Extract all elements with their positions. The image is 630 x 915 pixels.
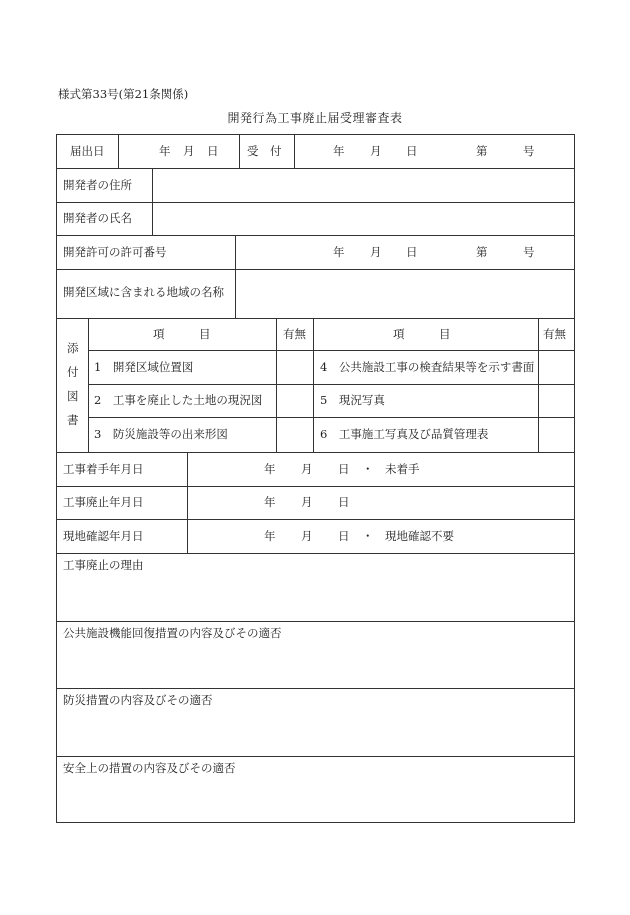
- col-divider: [538, 318, 539, 452]
- construction-start-label: 工事着手年月日: [63, 462, 144, 476]
- row-divider: [57, 318, 574, 319]
- attachments-check-header: 有無: [543, 327, 566, 341]
- row-divider: [57, 688, 574, 689]
- attachments-item-header: 項 目: [153, 327, 211, 341]
- public-facility-restore-label: 公共施設機能回復措置の内容及びその適否: [63, 626, 282, 640]
- construction-abolish-label: 工事廃止年月日: [63, 495, 144, 509]
- attachment-item: 1 開発区域位置図: [94, 360, 194, 374]
- row-divider: [57, 486, 574, 487]
- area-name-label: 開発区域に含まれる地域の名称: [63, 285, 224, 299]
- permit-number-label: 開発許可の許可番号: [63, 245, 167, 259]
- col-divider: [152, 168, 153, 235]
- col-divider: [118, 135, 119, 168]
- row-divider: [57, 621, 574, 622]
- disaster-prevention-label: 防災措置の内容及びその適否: [63, 693, 213, 707]
- abolish-reason-label: 工事廃止の理由: [63, 558, 144, 572]
- attachments-side-label: 添: [67, 341, 79, 355]
- row-divider: [88, 417, 574, 418]
- attachment-item: 4 公共施設工事の検査結果等を示す書面: [320, 360, 535, 374]
- row-divider: [88, 384, 574, 385]
- review-form-table: 届出日 年 月 日 受 付 年 月 日 第 号 開発者の住所 開発者の氏名 開発許可の許可番号 年 月 日 第 号 開発区域に含まれる地域の名称 添 付 図 書 項 目 有無 項 目 有無 1 開発区域位置図 2 工事を廃止した土地の現況図 3 防災施設等の出来形図 4 公共施設工事の検査結果等を示す書面 5 現況写真 6 工事施工写真及び品質管理表 工事着手年月日 年 月 日 ・ 未着手 工事廃止年月日 年 月 日 現地確認年月日 年 月 日 ・ 現地確認不要 工事廃止の理由 公共施設機能回復措置の内容及びその適否 防災措置の内容及びその適否 安全上の措置の内容及びその適否: [56, 134, 575, 823]
- row-divider: [57, 168, 574, 169]
- safety-measures-label: 安全上の措置の内容及びその適否: [63, 761, 236, 775]
- col-divider: [294, 135, 295, 168]
- row-divider: [57, 519, 574, 520]
- row-divider: [57, 235, 574, 236]
- attachment-item: 5 現況写真: [320, 393, 385, 407]
- site-check-label: 現地確認年月日: [63, 529, 144, 543]
- attachments-item-header: 項 目: [393, 327, 451, 341]
- col-divider: [239, 135, 240, 168]
- attachments-check-header: 有無: [283, 327, 306, 341]
- row-divider: [57, 269, 574, 270]
- col-divider: [88, 318, 89, 452]
- developer-name-label: 開発者の氏名: [63, 211, 132, 225]
- attachment-item: 6 工事施工写真及び品質管理表: [320, 427, 489, 441]
- site-check-unneeded-note: ・ 現地確認不要: [362, 529, 454, 543]
- developer-address-label: 開発者の住所: [63, 178, 132, 192]
- row-divider: [57, 756, 574, 757]
- row-divider: [57, 553, 574, 554]
- row-divider: [57, 202, 574, 203]
- col-divider: [313, 318, 314, 452]
- attachment-item: 3 防災施設等の出来形図: [94, 427, 228, 441]
- col-divider: [187, 452, 188, 553]
- col-divider: [235, 235, 236, 318]
- form-number-label: 様式第33号(第21条関係): [58, 87, 189, 101]
- attachment-item: 2 工事を廃止した土地の現況図: [94, 393, 263, 407]
- row-divider: [57, 452, 574, 453]
- notification-date-label: 届出日: [70, 144, 105, 158]
- receipt-label: 受 付: [247, 144, 282, 158]
- document-title: 開発行為工事廃止届受理審査表: [227, 111, 403, 125]
- not-started-note: ・ 未着手: [362, 462, 420, 476]
- col-divider: [276, 318, 277, 452]
- row-divider: [88, 350, 574, 351]
